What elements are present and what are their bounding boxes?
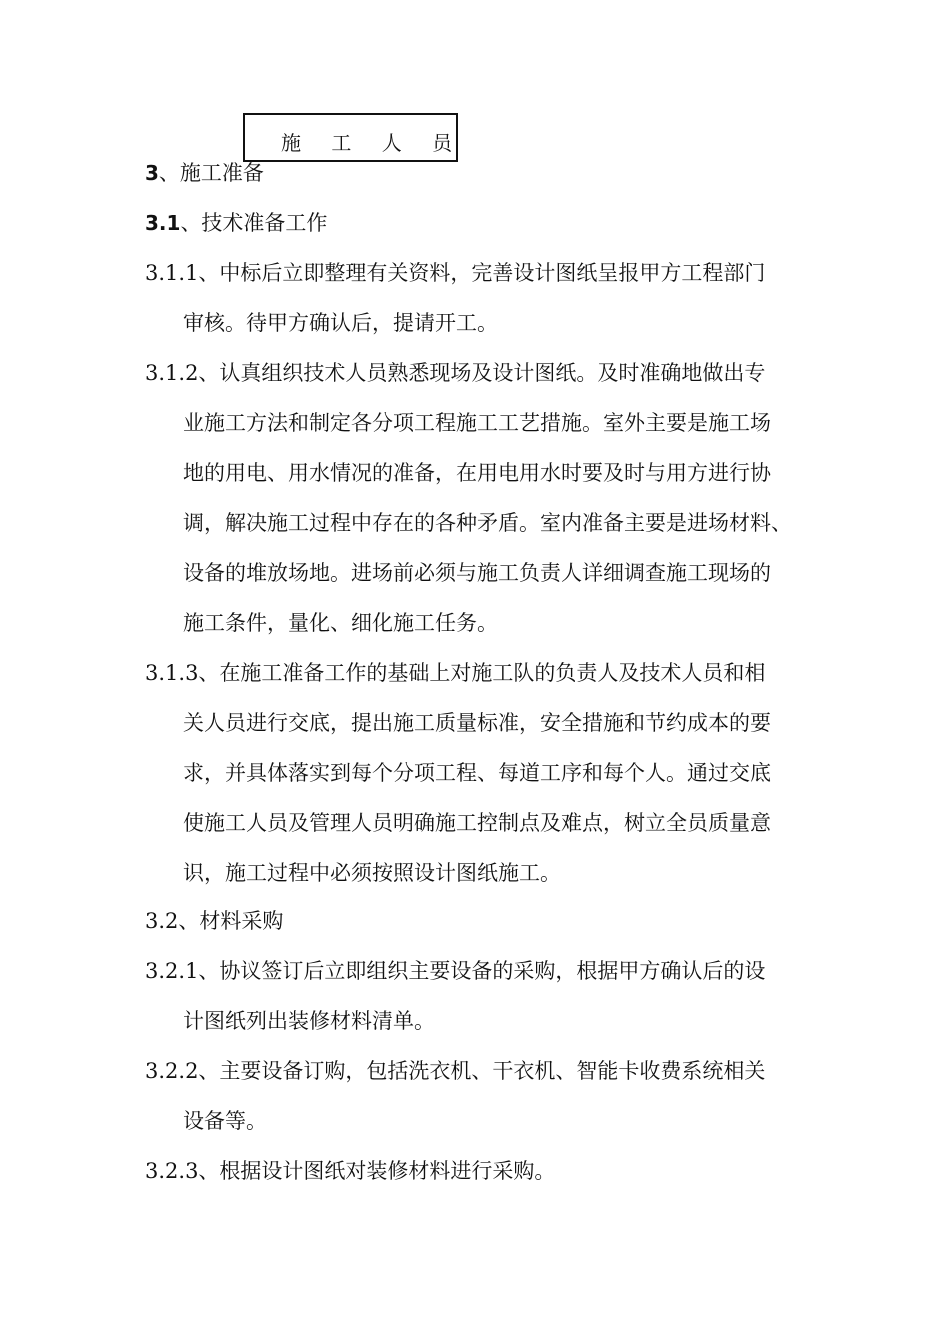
section-heading-3 — [145, 158, 264, 188]
paragraph-3-1-1-line: 审核。待甲方确认后，提请开工。 — [183, 311, 498, 335]
paragraph-3-2-2-line: 3.2.2、主要设备订购，包括洗衣机、干衣机、智能卡收费系统相关 — [145, 1059, 766, 1083]
section-heading-3-1 — [145, 208, 327, 238]
section-number: 3 — [145, 161, 159, 185]
paragraph-3-1-2-line: 地的用电、用水情况的准备，在用电用水时要及时与用方进行协 — [183, 461, 771, 485]
paragraph-3-1-3-line: 识，施工过程中必须按照设计图纸施工。 — [183, 861, 561, 885]
paragraph-3-1-2-line: 调，解决施工过程中存在的各种矛盾。室内准备主要是进场材料、 — [183, 511, 792, 535]
paragraph-3-2-3-line: 3.2.3、根据设计图纸对装修材料进行采购。 — [145, 1159, 556, 1183]
paragraph-3-1-2-line: 3.1.2、认真组织技术人员熟悉现场及设计图纸。及时准确地做出专 — [145, 361, 766, 385]
section-number: 3.1 — [145, 211, 181, 235]
paragraph-3-2-1-line: 计图纸列出装修材料清单。 — [183, 1009, 435, 1033]
paragraph-3-1-2-line: 施工条件，量化、细化施工任务。 — [183, 611, 498, 635]
paragraph-3-2-1-line: 3.2.1、协议签订后立即组织主要设备的采购，根据甲方确认后的设 — [145, 959, 766, 983]
paragraph-3-2-2-line: 设备等。 — [183, 1109, 267, 1133]
section-title: 、施工准备 — [158, 161, 264, 185]
paragraph-3-1-3-line: 关人员进行交底，提出施工质量标准，安全措施和节约成本的要 — [183, 711, 771, 735]
boxed-label — [243, 113, 465, 162]
paragraph-3-1-3-line: 求，并具体落实到每个分项工程、每道工序和每个人。通过交底 — [183, 761, 771, 785]
boxed-label-text: 施 工 人 员 — [281, 131, 465, 155]
paragraph-3-1-2-line: 业施工方法和制定各分项工程施工工艺措施。室外主要是施工场 — [183, 411, 771, 435]
paragraph-3-1-1-line: 3.1.1、中标后立即整理有关资料，完善设计图纸呈报甲方工程部门 — [145, 261, 766, 285]
section-title: 、技术准备工作 — [180, 211, 328, 235]
paragraph-3-1-2-line: 设备的堆放场地。进场前必须与施工负责人详细调查施工现场的 — [183, 561, 771, 585]
section-heading-3-2: 3.2、材料采购 — [145, 909, 284, 933]
paragraph-3-1-3-line: 使施工人员及管理人员明确施工控制点及难点，树立全员质量意 — [183, 811, 771, 835]
paragraph-3-1-3-line: 3.1.3、在施工准备工作的基础上对施工队的负责人及技术人员和相 — [145, 661, 766, 685]
